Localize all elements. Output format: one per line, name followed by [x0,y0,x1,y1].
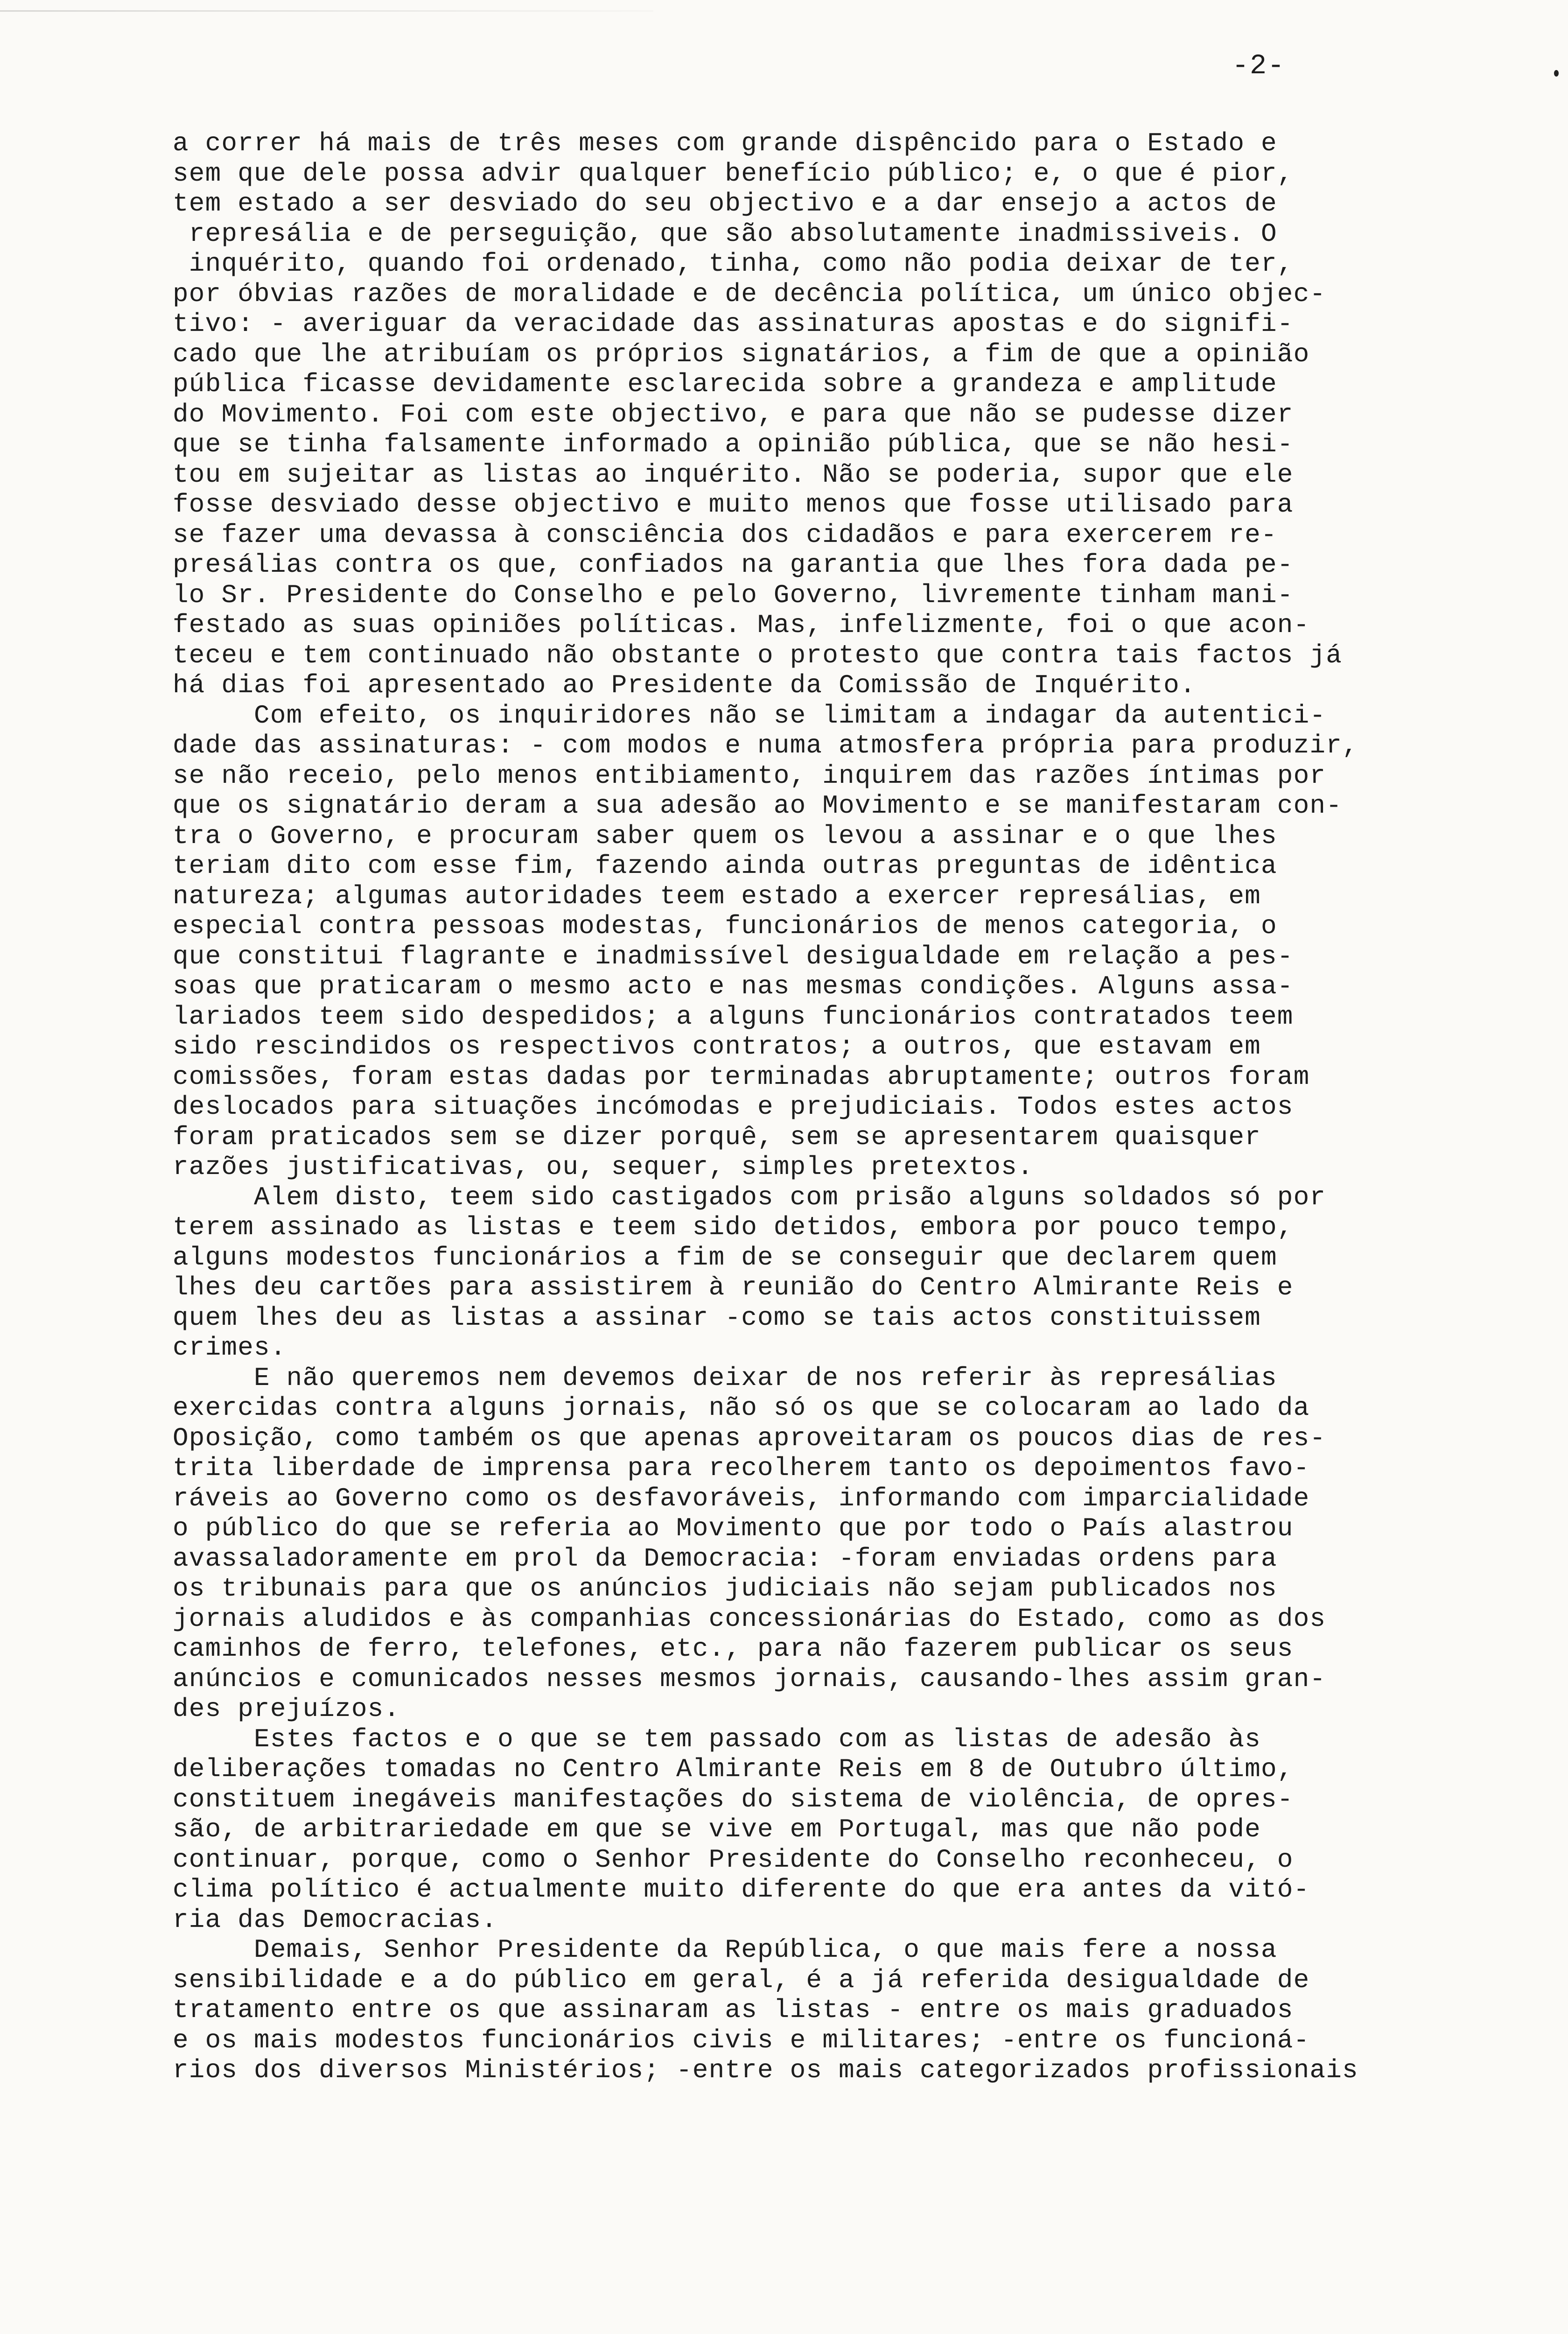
text-line: avassaladoramente em prol da Democracia: -foram enviadas ordens para [173,1543,1277,1574]
text-line: dade das assinaturas: - com modos e numa atmosfera própria para produzir, [173,731,1358,760]
text-line: lariados teem sido despedidos; a alguns funcionários contratados teem [173,1001,1294,1032]
text-line: há dias foi apresentado ao Presidente da Comissão de Inquérito. [173,670,1196,700]
text-line: soas que praticaram o mesmo acto e nas mesmas condições. Alguns assa- [173,971,1294,1001]
body-text [173,128,1535,2086]
text-line: represália e de perseguição, que são absolutamente inadmissiveis. O [173,218,1277,249]
text-line: teceu e tem continuado não obstante o protesto que contra tais factos já [173,640,1342,670]
margin-mark [1554,70,1559,77]
text-line: sensibilidade e a do público em geral, é a já referida desigualdade de [173,1965,1310,1995]
text-line: por óbvias razões de moralidade e de decência política, um único objec- [173,279,1326,309]
text-line: tem estado a ser desviado do seu objectivo e a dar ensejo a actos de [173,189,1277,218]
text-line: terem assinado as listas e teem sido detidos, embora por pouco tempo, [173,1212,1294,1242]
text-line: presálias contra os que, confiados na garantia que lhes fora dada pe- [173,550,1294,580]
text-line: o público do que se referia ao Movimento que por todo o País alastrou [173,1513,1294,1543]
text-line: constituem inegáveis manifestações do sistema de violência, de opres- [173,1784,1294,1814]
text-line: razões justificativas, ou, sequer, simples pretextos. [173,1152,1034,1182]
text-line: fosse desviado desse objectivo e muito menos que fosse utilisado para [173,490,1294,520]
text-line: ria das Democracias. [173,1905,498,1935]
text-line: trita liberdade de imprensa para recolherem tanto os depoimentos favo- [173,1453,1310,1483]
page-number: -2- [1232,50,1286,82]
text-line: sem que dele possa advir qualquer benefício público; e, o que é pior, [173,158,1294,189]
text-line: crimes. [173,1333,287,1363]
text-line: tra o Governo, e procuram saber quem os levou a assinar e o que lhes [173,821,1277,851]
text-line: ráveis ao Governo como os desfavoráveis, informando com imparcialidade [173,1483,1310,1513]
text-line: festado as suas opiniões políticas. Mas, infelizmente, foi o que acon- [173,610,1310,640]
text-line: deslocados para situações incómodas e prejudiciais. Todos estes actos [173,1092,1294,1122]
text-line: especial contra pessoas modestas, funcionários de menos categoria, o [173,911,1277,941]
text-line: sido rescindidos os respectivos contratos; a outros, que estavam em [173,1032,1261,1062]
text-line: quem lhes deu as listas a assinar -como se tais actos constituissem [173,1302,1261,1333]
text-line: teriam dito com esse fim, fazendo ainda outras preguntas de idêntica [173,851,1277,881]
text-line: Com efeito, os inquiridores não se limitam a indagar da autentici- [173,700,1326,731]
text-line: são, de arbitrariedade em que se vive em Portugal, mas que não pode [173,1814,1261,1844]
text-line: se fazer uma devassa à consciência dos cidadãos e para exercerem re- [173,520,1277,550]
text-line: foram praticados sem se dizer porquê, sem se apresentarem quaisquer [173,1122,1261,1152]
top-edge-shadow [0,10,653,12]
text-line: rios dos diversos Ministérios; -entre os mais categorizados profissionais [173,2055,1358,2085]
text-line: cado que lhe atribuíam os próprios signatários, a fim de que a opinião [173,339,1310,369]
text-line: des prejuízos. [173,1694,400,1724]
text-line: inquérito, quando foi ordenado, tinha, como não podia deixar de ter, [173,249,1294,279]
text-line: exercidas contra alguns jornais, não só os que se colocaram ao lado da [173,1393,1310,1423]
text-line: comissões, foram estas dadas por terminadas abruptamente; outros foram [173,1062,1310,1092]
text-line: caminhos de ferro, telefones, etc., para não fazerem publicar os seus [173,1634,1294,1664]
text-line: que se tinha falsamente informado a opinião pública, que se não hesi- [173,429,1294,459]
text-line: jornais aludidos e às companhias concessionárias do Estado, como as dos [173,1603,1326,1634]
text-line: os tribunais para que os anúncios judiciais não sejam publicados nos [173,1574,1277,1603]
text-line: anúncios e comunicados nesses mesmos jornais, causando-lhes assim gran- [173,1664,1326,1694]
text-line: Alem disto, teem sido castigados com prisão alguns soldados só por [173,1182,1326,1212]
text-line: e os mais modestos funcionários civis e militares; -entre os funcioná- [173,2025,1310,2055]
text-line: tivo: - averiguar da veracidade das assinaturas apostas e do signifi- [173,309,1294,339]
text-line: se não receio, pelo menos entibiamento, inquirem das razões íntimas por [173,760,1326,791]
text-line: alguns modestos funcionários a fim de se conseguir que declarem quem [173,1242,1277,1272]
text-line: lo Sr. Presidente do Conselho e pelo Governo, livremente tinham mani- [173,580,1294,610]
text-line: pública ficasse devidamente esclarecida sobre a grandeza e amplitude [173,369,1277,399]
text-line: que constitui flagrante e inadmissível desigualdade em relação a pes- [173,941,1294,971]
text-line: tratamento entre os que assinaram as listas - entre os mais graduados [173,1995,1294,2025]
text-line: deliberações tomadas no Centro Almirante Reis em 8 de Outubro último, [173,1754,1294,1784]
text-line: que os signatário deram a sua adesão ao Movimento e se manifestaram con- [173,791,1342,821]
text-line: lhes deu cartões para assistirem à reunião do Centro Almirante Reis e [173,1272,1294,1302]
text-line: Demais, Senhor Presidente da República, o que mais fere a nossa [173,1935,1277,1965]
text-line: do Movimento. Foi com este objectivo, e para que não se pudesse dizer [173,399,1294,429]
text-line: a correr há mais de três meses com grande dispêncido para o Estado e [173,128,1277,158]
text-line: E não queremos nem devemos deixar de nos referir às represálias [173,1363,1277,1393]
text-line: tou em sujeitar as listas ao inquérito. Não se poderia, supor que ele [173,459,1294,490]
text-line: clima político é actualmente muito diferente do que era antes da vitó- [173,1875,1310,1905]
text-line: Oposição, como também os que apenas aproveitaram os poucos dias de res- [173,1423,1326,1453]
text-line: continuar, porque, como o Senhor Presidente do Conselho reconheceu, o [173,1844,1294,1875]
text-line: Estes factos e o que se tem passado com as listas de adesão às [173,1724,1261,1754]
text-line: natureza; algumas autoridades teem estado a exercer represálias, em [173,881,1261,911]
